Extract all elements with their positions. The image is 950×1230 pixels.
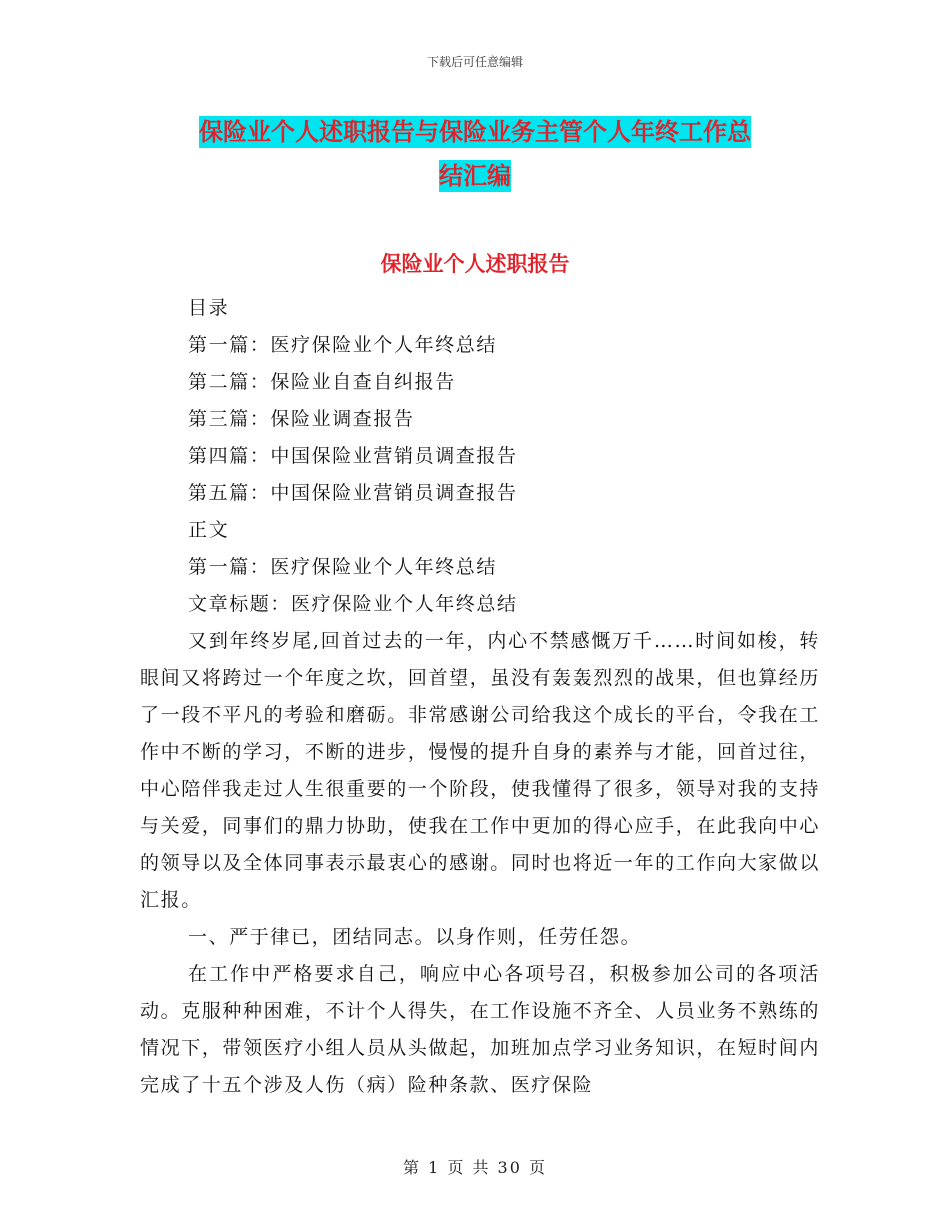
- document-title-line-2: 结汇编: [439, 162, 511, 190]
- document-title-line-1: 保险业个人述职报告与保险业务主管个人年终工作总: [199, 118, 751, 146]
- toc-item: 第三篇：保险业调查报告: [188, 408, 415, 430]
- toc-item: 第二篇：保险业自查自纠报告: [188, 371, 456, 393]
- article-title: 文章标题：医疗保险业个人年终总结: [188, 593, 518, 615]
- body-paragraph: 一、严于律已，团结同志。以身作则，任劳任怨。: [188, 926, 642, 948]
- toc-heading: 目录: [188, 297, 230, 319]
- toc-item: 第四篇：中国保险业营销员调查报告: [188, 445, 518, 467]
- section-title: 保险业个人述职报告: [380, 252, 570, 276]
- body-heading: 正文: [188, 519, 230, 541]
- header-note: 下载后可任意编辑: [426, 55, 523, 69]
- toc-item: 第五篇：中国保险业营销员调查报告: [188, 482, 518, 504]
- page-number-footer: 第 1 页 共 30 页: [403, 1158, 547, 1177]
- body-paragraph: 在工作中严格要求自己，响应中心各项号召，积极参加公司的各项活动。克服种种困难，不计个人得失，在工作设施不齐全、人员业务不熟练的情况下，带领医疗小组人员从头做起，加班加点学习业务知识，在短时间内完成了十五个涉及人伤（病）险种条款、医疗保险: [140, 963, 820, 1096]
- document-body: [140, 290, 820, 1104]
- toc-item: 第一篇：医疗保险业个人年终总结: [188, 334, 498, 356]
- chapter-heading: 第一篇：医疗保险业个人年终总结: [188, 556, 498, 578]
- document-title: [0, 110, 950, 198]
- body-paragraph: 又到年终岁尾,回首过去的一年，内心不禁感慨万千……时间如梭，转眼间又将跨过一个年度之坎，回首望，虽没有轰轰烈烈的战果，但也算经历了一段不平凡的考验和磨砺。非常感谢公司给我这个成长的平台，令我在工作中不断的学习，不断的进步，慢慢的提升自身的素养与才能，回首过往，中心陪伴我走过人生很重要的一个阶段，使我懂得了很多，领导对我的支持与关爱，同事们的鼎力协助，使我在工作中更加的得心应手，在此我向中心的领导以及全体同事表示最衷心的感谢。同时也将近一年的工作向大家做以汇报。: [140, 630, 820, 911]
